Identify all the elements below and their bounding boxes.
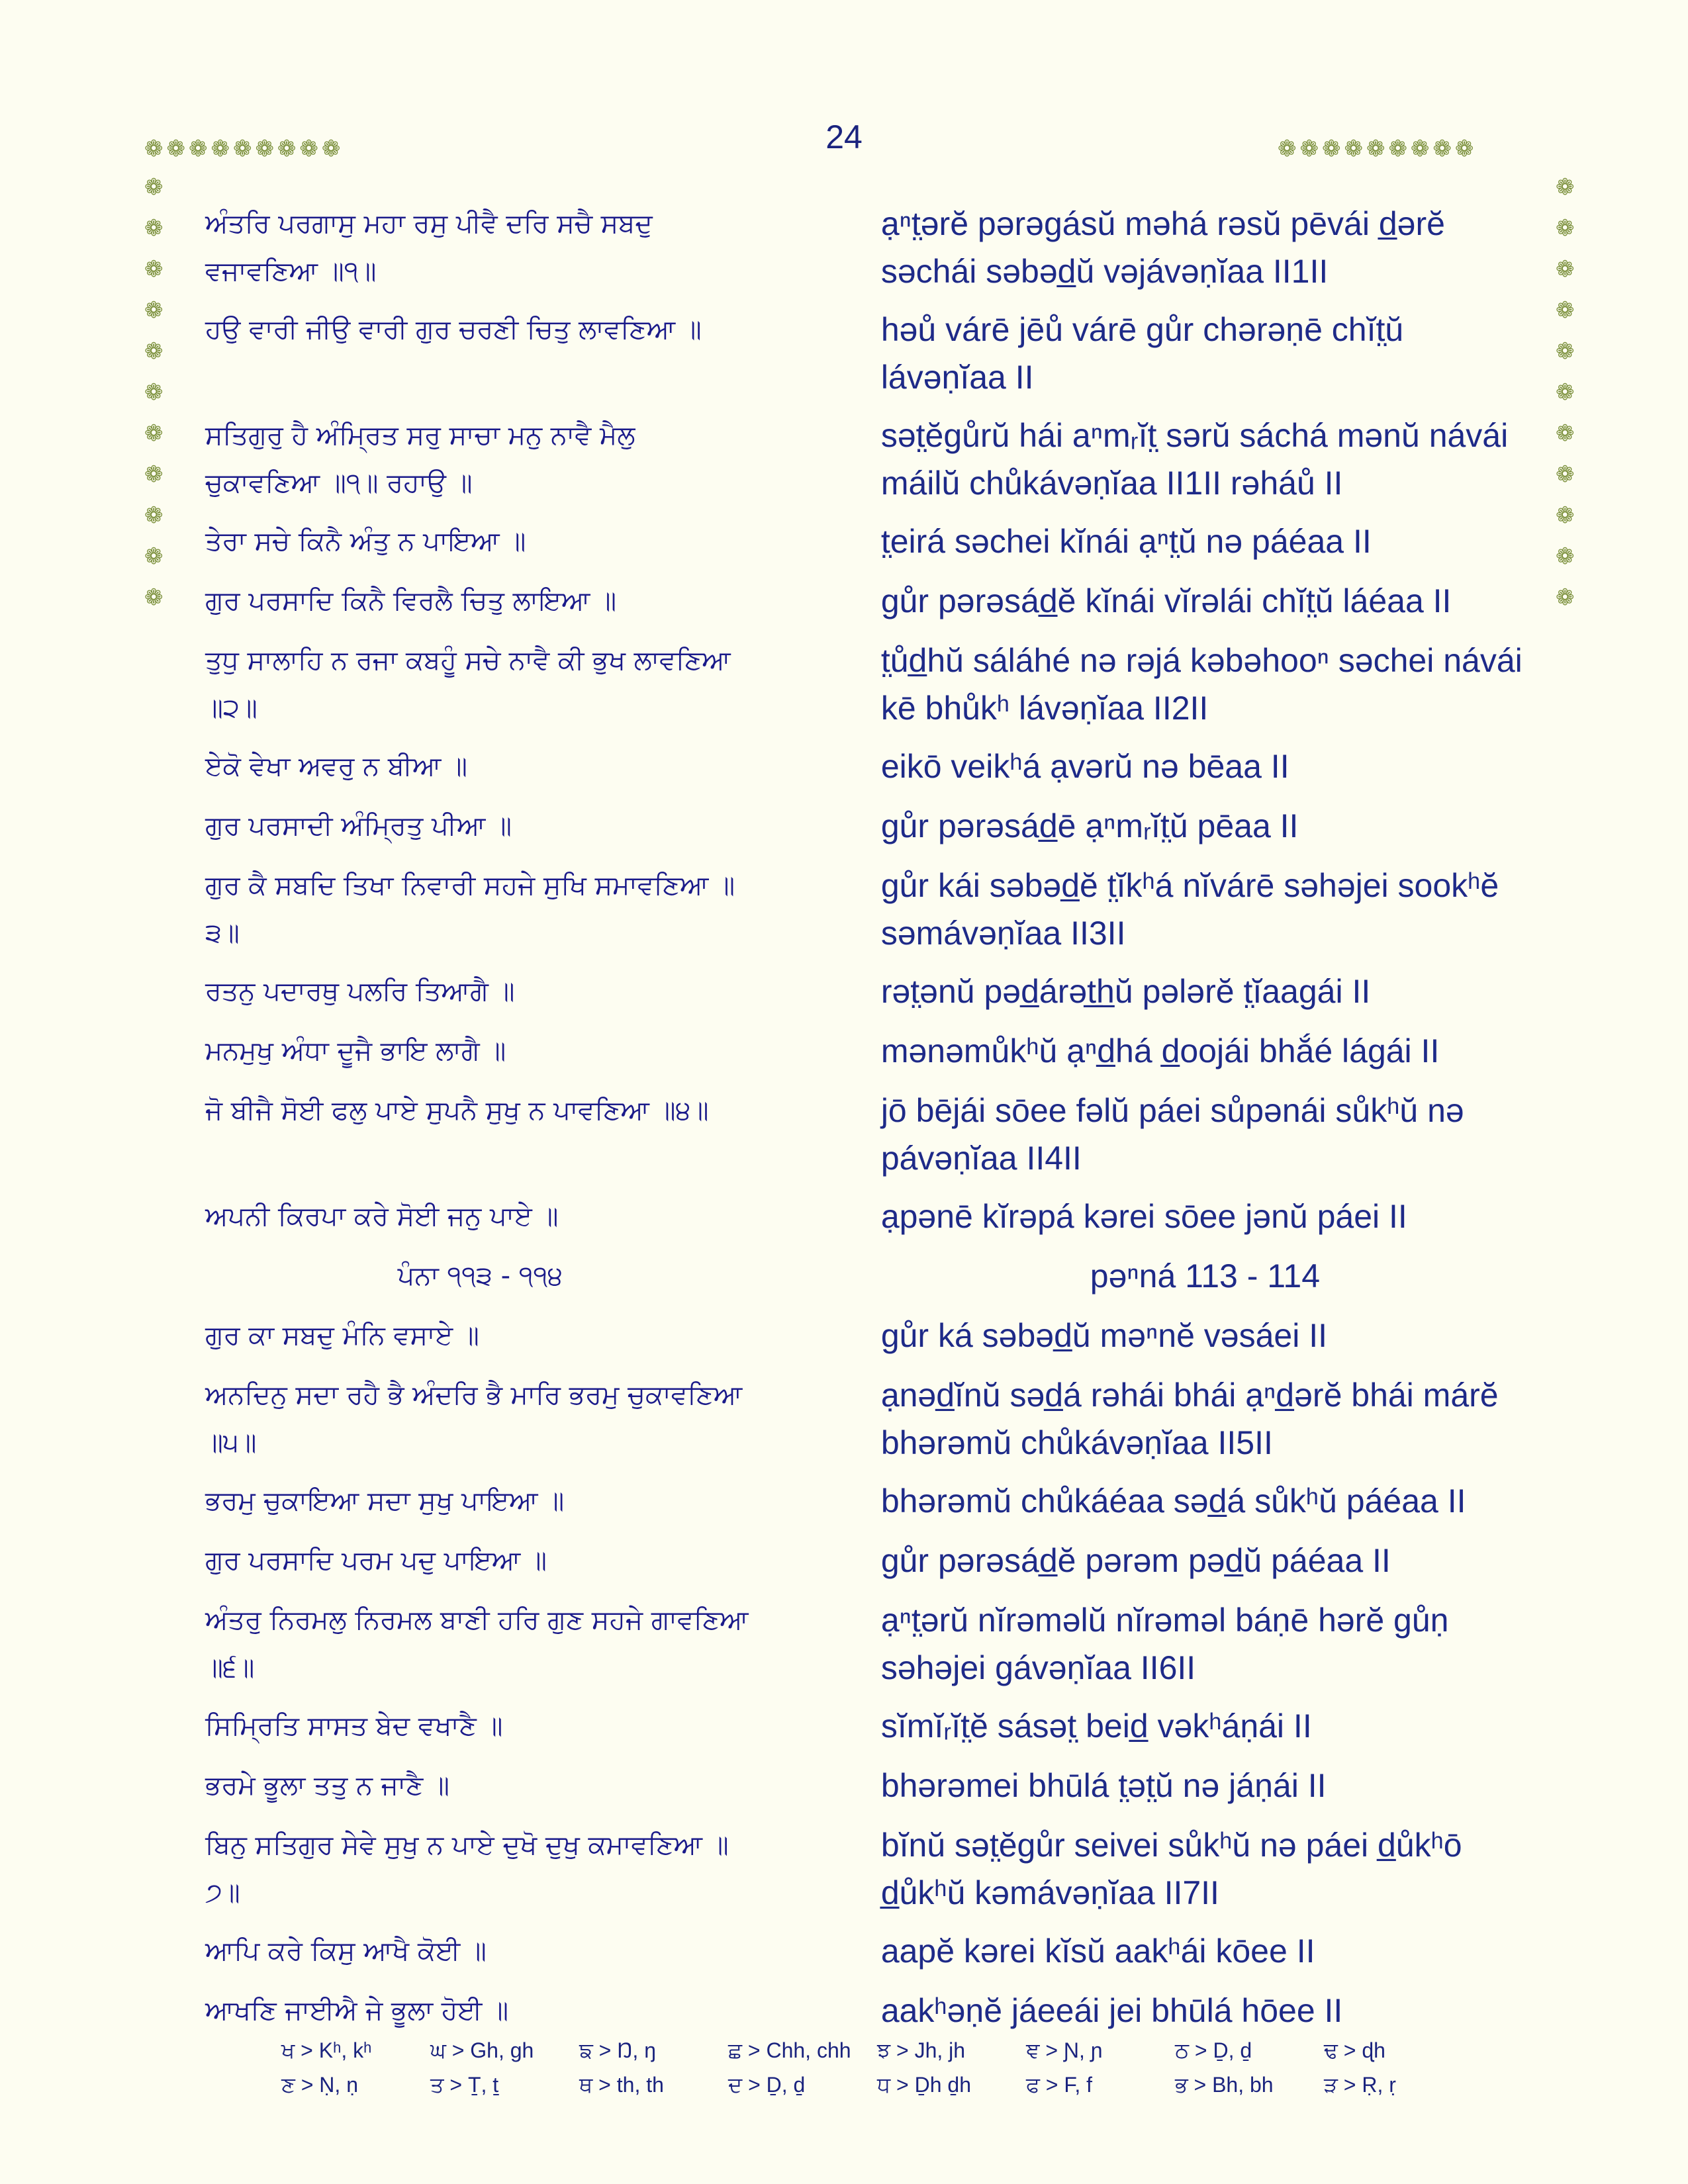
verse-row: [205, 1821, 1529, 1927]
transliteration-text: sət̤ĕgůrŭ hái aⁿmᵣĭt̤ sərŭ sáchá mənŭ návái máilŭ chůkávəṇĭaa II1II rəháů II: [880, 417, 1509, 502]
verse-row: [205, 1371, 1529, 1477]
verse-row: [205, 200, 1529, 306]
transliteration-text: eikō veikʰá ạvərŭ nə bēaa II: [880, 748, 1289, 785]
gurmukhi-text: ਗੁਰ ਪਰਸਾਦਿ ਪਰਮ ਪਦੁ ਪਾਇਆ ॥: [205, 1545, 547, 1576]
verse-row: [205, 862, 1529, 968]
key-item: ਝ > Jh, jh: [877, 2038, 966, 2062]
key-item: ਞ > Ɲ, ɲ: [1026, 2038, 1103, 2062]
gurmukhi-text: ਆਖਣਿ ਜਾਈਐ ਜੇ ਭੂਲਾ ਹੋਈ ॥: [205, 1995, 509, 2026]
transliteration-text: bhərəmŭ chůkáéaa səd̲á sůkʰŭ páéaa II: [880, 1482, 1466, 1520]
verse-row: [205, 1477, 1529, 1537]
gurmukhi-text: ਸਤਿਗੁਰੁ ਹੈ ਅੰਮ੍ਰਿਤ ਸਰੁ ਸਾਚਾ ਮਨੁ ਨਾਵੈ ਮੈਲੁ ਚੁਕਾਵਣਿਆ ॥੧॥ ਰਹਾਉ ॥: [205, 420, 635, 498]
verse-row: [205, 1312, 1529, 1371]
gurmukhi-text: ਗੁਰ ਪਰਸਾਦੀ ਅੰਮ੍ਰਿਤੁ ਪੀਆ ॥: [205, 811, 512, 841]
key-item: ਢ > ɖh: [1324, 2038, 1385, 2062]
gurmukhi-text: ਭਰਮੁ ਚੁਕਾਇਆ ਸਦਾ ਸੁਖੁ ਪਾਇਆ ॥: [205, 1486, 565, 1516]
transliteration-text: gůr pərəsád̲ĕ kĭnái vĭrəlái chĭt̤ŭ láéaa II: [880, 582, 1452, 619]
gurmukhi-text: ਆਪਿ ਕਰੇ ਕਿਸੁ ਆਖੈ ਕੋਈ ॥: [205, 1936, 487, 1966]
key-item: ਦ > Ḏ, ḏ: [728, 2073, 806, 2097]
key-item: ਘ > Gh, gh: [430, 2038, 534, 2062]
verse-row: [205, 306, 1529, 412]
gurmukhi-text: ਭਰਮੇ ਭੂਲਾ ਤਤੁ ਨ ਜਾਣੈ ॥: [205, 1770, 449, 1801]
verse-row: [205, 1027, 1529, 1087]
gurmukhi-text: ਅਨਦਿਨੁ ਸਦਾ ਰਹੈ ਭੈ ਅੰਦਰਿ ਭੈ ਮਾਰਿ ਭਰਮੁ ਚੁਕਾਵਣਿਆ ॥੫॥: [205, 1380, 743, 1458]
key-item: ਣ > Ṇ, ṇ: [281, 2073, 358, 2097]
gurmukhi-text: ਤੇਰਾ ਸਚੇ ਕਿਨੈ ਅੰਤੁ ਨ ਪਾਇਆ ॥: [205, 526, 526, 557]
gurmukhi-text: ਗੁਰ ਕੈ ਸਬਦਿ ਤਿਖਾ ਨਿਵਾਰੀ ਸਹਜੇ ਸੁਖਿ ਸਮਾਵਣਿਆ ॥੩॥: [205, 870, 735, 948]
flower-border-right: ❁❁❁❁❁❁❁❁❁❁❁: [1556, 174, 1575, 611]
verse-row: [205, 577, 1529, 637]
key-item: ਙ > Ŋ, ŋ: [579, 2038, 656, 2062]
gurmukhi-text: ਹਉ ਵਾਰੀ ਜੀਉ ਵਾਰੀ ਗੁਰ ਚਰਣੀ ਚਿਤੁ ਲਾਵਣਿਆ ॥: [205, 314, 702, 345]
gurmukhi-text: ਗੁਰ ਕਾ ਸਬਦੁ ਮੰਨਿ ਵਸਾਏ ॥: [205, 1320, 479, 1351]
transliteration-text: aakʰəṇĕ jáeeái jei bhūlá hōee II: [880, 1992, 1343, 2029]
transliteration-text: aapĕ kərei kĭsŭ aakʰái kōee II: [880, 1933, 1315, 1970]
verse-row: [205, 802, 1529, 862]
verse-row: [205, 968, 1529, 1027]
transliteration-text: bhərəmei bhūlá t̤ət̤ŭ nə jáṇái II: [880, 1767, 1327, 1804]
roman-page-ref: pəⁿná 113 - 114: [1090, 1257, 1321, 1295]
verse-row: [205, 1087, 1529, 1193]
transliteration-text: gůr pərəsád̲ĕ pərəm pəd̲ŭ páéaa II: [880, 1542, 1391, 1579]
transliteration-text: gůr ká səbəd̲ŭ məⁿnĕ vəsáei II: [880, 1317, 1328, 1354]
verse-row: [205, 1702, 1529, 1762]
key-item: ਠ > Ḏ, ḏ: [1175, 2038, 1252, 2062]
transliteration-text: t̤eirá səchei kĭnái ạⁿt̤ŭ nə páéaa II: [880, 523, 1372, 560]
key-item: ਤ > Ṯ, ṯ: [430, 2073, 499, 2097]
verse-row: [205, 518, 1529, 577]
gurmukhi-text: ਸਿਮ੍ਰਿਤਿ ਸਾਸਤ ਬੇਦ ਵਖਾਣੈ ॥: [205, 1711, 503, 1741]
gurmukhi-text: ਗੁਰ ਪਰਸਾਦਿ ਕਿਨੈ ਵਿਰਲੈ ਚਿਤੁ ਲਾਇਆ ॥: [205, 586, 617, 616]
transliteration-text: sĭmĭᵣĭt̤ĕ sásət̤ beid̲ vəkʰáṇái II: [880, 1707, 1312, 1745]
gurmukhi-page-ref: ਪੰਨਾ ੧੧੩ - ੧੧੪: [397, 1261, 563, 1291]
verse-row: [205, 1762, 1529, 1821]
flower-border-top-left: ❁❁❁❁❁❁❁❁❁: [144, 136, 344, 162]
transliteration-text: t̤ůd̲hŭ sáláhé nə rəjá kəbəhooⁿ səchei návái kē bhůkʰ lávəṇĭaa II2II: [880, 642, 1523, 727]
page-reference-heading: [205, 1252, 1529, 1312]
verse-row: [205, 1596, 1529, 1702]
transliteration-text: ạnəd̲ĭnŭ səd̲á rəhái bhái ạⁿd̲ərĕ bhái márĕ bhərəmŭ chůkávəṇĭaa II5II: [880, 1377, 1499, 1461]
gurmukhi-text: ਮਨਮੁਖੁ ਅੰਧਾ ਦੂਜੈ ਭਾਇ ਲਾਗੈ ॥: [205, 1036, 506, 1066]
transliteration-text: jō bējái sōee fəlŭ páei sůpənái sůkʰŭ nə pávəṇĭaa II4II: [880, 1092, 1464, 1177]
key-item: ਭ > Bh, bh: [1175, 2073, 1274, 2097]
key-item: ੜ > Ṛ, ṛ: [1324, 2073, 1396, 2097]
transliteration-text: ạⁿt̤ərĕ pərəgásŭ məhá rəsŭ pēvái d̲ərĕ səchái səbəd̲ŭ vəjávəṇĭaa II1II: [880, 205, 1445, 290]
transliteration-text: bĭnŭ sət̤ĕgůr seivei sůkʰŭ nə páei d̲ůkʰō d̲ůkʰŭ kəmávəṇĭaa II7II: [880, 1827, 1462, 1911]
key-row: [281, 2038, 1473, 2073]
page-number: 24: [825, 118, 863, 156]
key-item: ਥ > th, th: [579, 2073, 664, 2097]
transliteration-text: ạⁿt̤ərŭ nĭrəməlŭ nĭrəməl báṇē hərĕ gůṇ səhəjei gávəṇĭaa II6II: [880, 1602, 1449, 1686]
verse-row: [205, 412, 1529, 518]
transliteration-text: rət̤ənŭ pəd̲árət̲h̲ŭ pələrĕ t̤ĭaagái II: [880, 973, 1371, 1010]
transliteration-text: həů várē jēů várē gůr chərəṇē chĭt̤ŭ lávəṇĭaa II: [880, 311, 1404, 396]
verse-row: [205, 1987, 1529, 2046]
verse-table: [205, 200, 1529, 2046]
key-item: ਖ > Kʰ, kʰ: [281, 2038, 372, 2062]
gurmukhi-text: ਅੰਤਰਿ ਪਰਗਾਸੁ ਮਹਾ ਰਸੁ ਪੀਵੈ ਦਰਿ ਸਚੈ ਸਬਦੁ ਵਜਾਵਣਿਆ ॥੧॥: [205, 208, 653, 287]
flower-border-left: ❁❁❁❁❁❁❁❁❁❁❁: [144, 174, 164, 611]
transliteration-key: [281, 2038, 1473, 2107]
verse-row: [205, 1927, 1529, 1987]
verse-row: [205, 637, 1529, 743]
key-item: ਧ > Ḏh ḏh: [877, 2073, 972, 2097]
gurmukhi-text: ਤੁਧੁ ਸਾਲਾਹਿ ਨ ਰਜਾ ਕਬਹੂੰ ਸਚੇ ਨਾਵੈ ਕੀ ਭੁਖ ਲਾਵਣਿਆ ॥੨॥: [205, 645, 731, 723]
key-item: ਫ > F, f: [1026, 2073, 1093, 2097]
transliteration-text: mənəmůkʰŭ ạⁿd̲há d̲oojái bhắé lágái II: [880, 1032, 1440, 1069]
flower-border-top-right: ❁❁❁❁❁❁❁❁❁: [1278, 136, 1477, 162]
key-item: ਛ > Chh, chh: [728, 2038, 851, 2062]
gurmukhi-text: ਏਕੋ ਵੇਖਾ ਅਵਰੁ ਨ ਬੀਆ ॥: [205, 751, 468, 782]
key-row: [281, 2073, 1473, 2107]
transliteration-text: ạpənē kĭrəpá kərei sōee jənŭ páei II: [880, 1198, 1407, 1235]
gurmukhi-text: ਰਤਨੁ ਪਦਾਰਥੁ ਪਲਰਿ ਤਿਆਗੈ ॥: [205, 976, 515, 1007]
gurmukhi-text: ਅੰਤਰੁ ਨਿਰਮਲੁ ਨਿਰਮਲ ਬਾਣੀ ਹਰਿ ਗੁਣ ਸਹਜੇ ਗਾਵਣਿਆ ॥੬॥: [205, 1605, 749, 1683]
verse-row: [205, 1193, 1529, 1252]
gurmukhi-text: ਬਿਨੁ ਸਤਿਗੁਰ ਸੇਵੇ ਸੁਖੁ ਨ ਪਾਏ ਦੁਖੋ ਦੁਖੁ ਕਮਾਵਣਿਆ ॥੭॥: [205, 1830, 729, 1908]
transliteration-text: gůr kái səbəd̲ĕ t̤ĭkʰá nĭvárē səhəjei sookʰĕ səmávəṇĭaa II3II: [880, 867, 1499, 952]
verse-row: [205, 743, 1529, 802]
gurmukhi-text: ਅਪਨੀ ਕਿਰਪਾ ਕਰੇ ਸੋਈ ਜਨੁ ਪਾਏ ॥: [205, 1201, 559, 1232]
verse-row: [205, 1537, 1529, 1596]
gurmukhi-text: ਜੋ ਬੀਜੈ ਸੋਈ ਫਲੁ ਪਾਏ ਸੁਪਨੈ ਸੁਖੁ ਨ ਪਾਵਣਿਆ ॥੪॥: [205, 1095, 709, 1126]
transliteration-text: gůr pərəsád̲ē ạⁿmᵣĭt̤ŭ pēaa II: [880, 807, 1299, 844]
